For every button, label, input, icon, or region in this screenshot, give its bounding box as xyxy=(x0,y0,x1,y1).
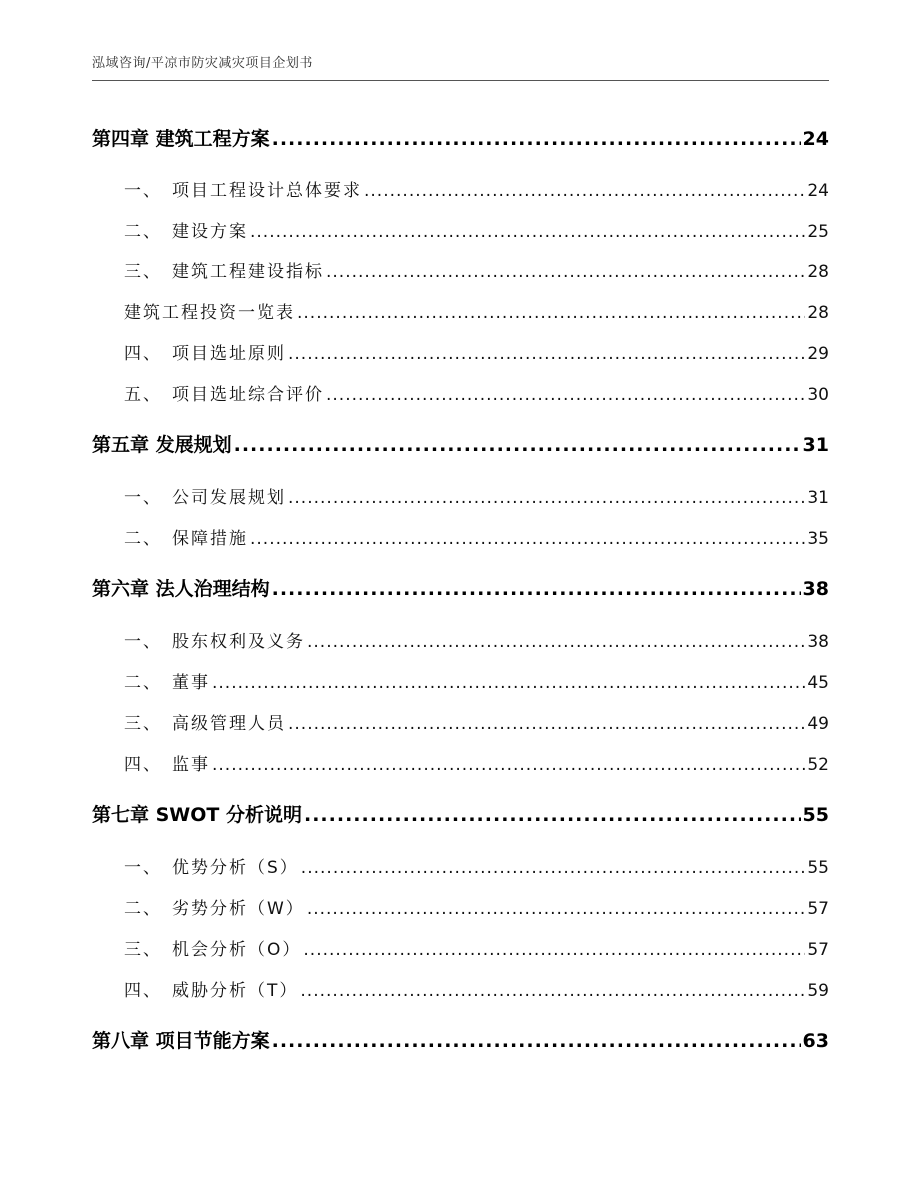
toc-title: 监事 xyxy=(172,755,210,775)
leader-dots xyxy=(288,488,805,508)
toc-entry-section[interactable] xyxy=(124,935,829,959)
leader-dots xyxy=(297,303,805,323)
toc-entry-section[interactable] xyxy=(124,298,829,322)
toc-page: 31 xyxy=(807,488,829,508)
toc-entry-section[interactable] xyxy=(124,483,829,507)
leader-dots xyxy=(326,262,805,282)
toc-page: 31 xyxy=(802,434,829,456)
toc-title: 第七章 SWOT 分析说明 xyxy=(92,804,302,826)
toc-title: 建筑工程投资一览表 xyxy=(124,303,295,323)
header-rule xyxy=(92,80,829,81)
toc-title: 保障措施 xyxy=(172,529,248,549)
toc-number: 一、 xyxy=(124,488,162,508)
toc-number: 四、 xyxy=(124,755,162,775)
toc-page: 28 xyxy=(807,262,829,282)
toc-title: 第五章 发展规划 xyxy=(92,434,232,456)
toc-page: 30 xyxy=(807,385,829,405)
toc-page: 45 xyxy=(807,673,829,693)
leader-dots xyxy=(300,981,805,1001)
toc-entry-section[interactable] xyxy=(124,627,829,651)
toc-entry-section[interactable] xyxy=(124,176,829,200)
toc-number: 二、 xyxy=(124,899,162,919)
toc-number: 一、 xyxy=(124,181,162,201)
toc-page: 59 xyxy=(807,981,829,1001)
leader-dots xyxy=(326,385,805,405)
leader-dots xyxy=(301,858,806,878)
toc-number: 四、 xyxy=(124,981,162,1001)
toc-number: 三、 xyxy=(124,940,162,960)
leader-dots xyxy=(307,899,806,919)
leader-dots xyxy=(212,673,805,693)
toc-page: 49 xyxy=(807,714,829,734)
toc-page: 52 xyxy=(807,755,829,775)
toc-entry-section[interactable] xyxy=(124,976,829,1000)
toc-entry-section[interactable] xyxy=(124,339,829,363)
toc-title: 项目工程设计总体要求 xyxy=(172,181,362,201)
toc-title: 公司发展规划 xyxy=(172,488,286,508)
toc-title: 机会分析（O） xyxy=(172,940,302,960)
toc-page: 63 xyxy=(802,1030,829,1052)
toc-page: 35 xyxy=(807,529,829,549)
toc-number: 二、 xyxy=(124,529,162,549)
leader-dots xyxy=(272,128,801,150)
leader-dots xyxy=(272,1030,801,1052)
toc-title: 第六章 法人治理结构 xyxy=(92,578,270,600)
toc-page: 28 xyxy=(807,303,829,323)
leader-dots xyxy=(250,222,805,242)
leader-dots xyxy=(288,344,805,364)
toc-number: 三、 xyxy=(124,262,162,282)
leader-dots xyxy=(288,714,805,734)
toc-entry-chapter[interactable] xyxy=(92,800,829,826)
toc-page: 57 xyxy=(807,940,829,960)
toc-title: 第四章 建筑工程方案 xyxy=(92,128,270,150)
toc-title: 股东权利及义务 xyxy=(172,632,305,652)
toc-title: 第八章 项目节能方案 xyxy=(92,1030,270,1052)
toc-entry-section[interactable] xyxy=(124,894,829,918)
toc-entry-section[interactable] xyxy=(124,524,829,548)
toc-entry-section[interactable] xyxy=(124,380,829,404)
toc-page: 55 xyxy=(802,804,829,826)
toc-entry-section[interactable] xyxy=(124,709,829,733)
toc-entry-section[interactable] xyxy=(124,750,829,774)
running-header: 泓域咨询/平凉市防灾减灾项目企划书 xyxy=(92,56,313,71)
toc-entry-section[interactable] xyxy=(124,668,829,692)
toc-entry-section[interactable] xyxy=(124,257,829,281)
toc-title: 高级管理人员 xyxy=(172,714,286,734)
leader-dots xyxy=(364,181,805,201)
toc-entry-chapter[interactable] xyxy=(92,124,829,150)
toc-number: 一、 xyxy=(124,858,162,878)
toc-page: 55 xyxy=(807,858,829,878)
toc-page: 57 xyxy=(807,899,829,919)
toc-entry-chapter[interactable] xyxy=(92,1026,829,1052)
toc-title: 项目选址原则 xyxy=(172,344,286,364)
leader-dots xyxy=(303,940,805,960)
leader-dots xyxy=(304,804,801,826)
leader-dots xyxy=(250,529,805,549)
toc-title: 优势分析（S） xyxy=(172,858,299,878)
toc-title: 项目选址综合评价 xyxy=(172,385,324,405)
toc-number: 五、 xyxy=(124,385,162,405)
toc-title: 建筑工程建设指标 xyxy=(172,262,324,282)
toc-title: 威胁分析（T） xyxy=(172,981,299,1001)
toc-number: 二、 xyxy=(124,222,162,242)
toc-number: 二、 xyxy=(124,673,162,693)
leader-dots xyxy=(212,755,805,775)
toc-title: 劣势分析（W） xyxy=(172,899,305,919)
toc-entry-chapter[interactable] xyxy=(92,574,829,600)
toc-title: 董事 xyxy=(172,673,210,693)
toc-page: 38 xyxy=(802,578,829,600)
leader-dots xyxy=(234,434,801,456)
toc-page: 38 xyxy=(807,632,829,652)
toc-number: 一、 xyxy=(124,632,162,652)
toc-number: 三、 xyxy=(124,714,162,734)
toc-entry-section[interactable] xyxy=(124,217,829,241)
toc-entry-section[interactable] xyxy=(124,853,829,877)
toc-page: 25 xyxy=(807,222,829,242)
toc-entry-chapter[interactable] xyxy=(92,430,829,456)
leader-dots xyxy=(272,578,801,600)
toc-title: 建设方案 xyxy=(172,222,248,242)
toc-number: 四、 xyxy=(124,344,162,364)
toc-page: 29 xyxy=(807,344,829,364)
toc-page: 24 xyxy=(802,128,829,150)
leader-dots xyxy=(307,632,805,652)
toc-page: 24 xyxy=(807,181,829,201)
